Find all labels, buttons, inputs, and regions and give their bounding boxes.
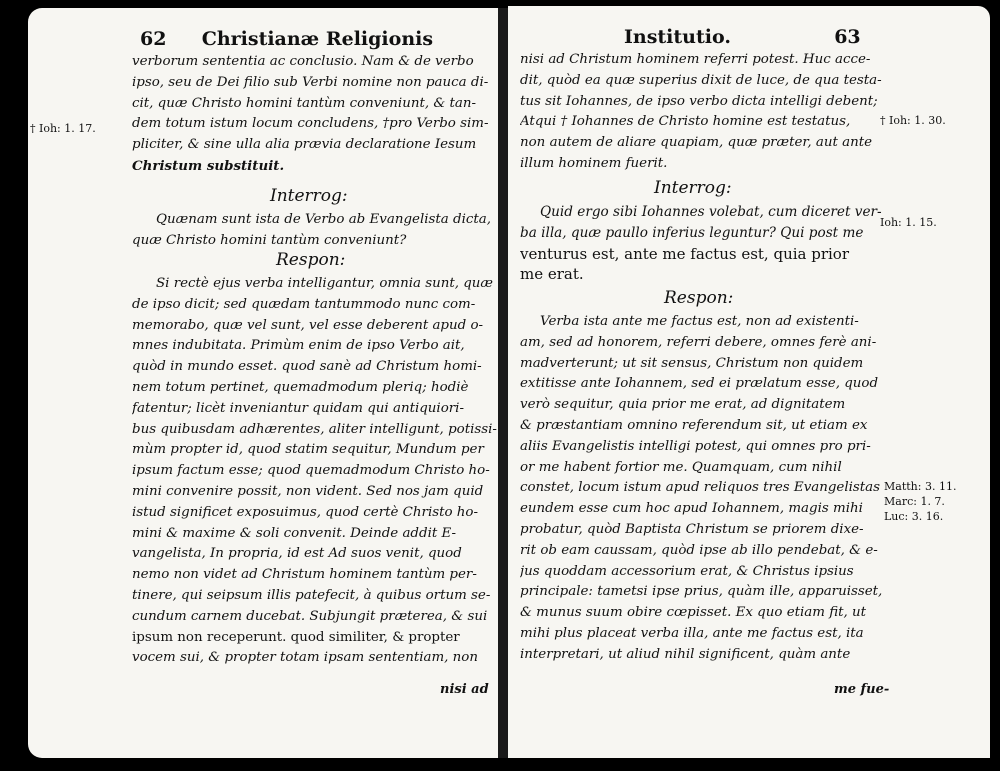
text-line: am, sed ad honorem, referri debere, omnes ferè ani- (520, 334, 877, 350)
text-line: illum hominem fuerit. (520, 155, 668, 171)
text-line: constet, locum istum apud reliquos tres Evangelistas (520, 480, 881, 496)
left-page-number: 62 (140, 28, 167, 50)
text-line: ipsum factum esse; quod quemadmodum Christo ho- (132, 463, 490, 479)
text-line: mini & maxime & soli convenit. Deinde addit E- (132, 525, 457, 541)
left-answer (132, 274, 497, 669)
text-line: Si rectè ejus verba intelligantur, omnia sunt, quæ (156, 276, 494, 291)
text-line: verò sequitur, quia prior me erat, ad dignitatem (520, 397, 846, 413)
text-line: nisi ad Christum hominem referri potest. Huc acce- (520, 52, 871, 67)
text-line: non autem de aliare quapiam, quæ præter, aut ante (520, 135, 873, 151)
text-line: Quænam sunt ista de Verbo ab Evangelista dicta, (156, 212, 491, 227)
right-page-number: 63 (834, 26, 861, 48)
right-question (520, 202, 882, 285)
text-line: ipso, seu de Dei filio sub Verbi nomine non pauca di- (132, 74, 489, 90)
text-line: pliciter, & sine ulla alia prævia declaratione Iesum (132, 137, 477, 153)
left-body-top (132, 52, 489, 177)
text-line: memorabo, quæ vel sunt, vel esse deberent apud o- (132, 317, 484, 333)
text-line: Verba ista ante me factus est, non ad existenti- (540, 314, 859, 329)
text-line: vangelista, In propria, id est Ad suos venit, quod (132, 546, 462, 562)
text-line: mihi plus placeat verba illa, ante me factus est, ita (520, 625, 864, 641)
right-page (508, 6, 990, 758)
right-heading-interrog: Interrog: (654, 178, 732, 198)
right-margin-note: Matth: 3. 11. (884, 480, 957, 493)
text-line: verborum sententia ac conclusio. Nam & de verbo (132, 54, 474, 69)
text-line: de ipso dicit; sed quædam tantummodo nunc com- (132, 296, 476, 312)
text-line: probatur, quòd Baptista Christum se priorem dixe- (520, 521, 864, 537)
text-line: quæ Christo homini tantùm conveniunt? (132, 232, 407, 248)
text-line: eundem esse cum hoc apud Iohannem, magis mihi (520, 501, 863, 517)
text-line: mini convenire possit, non vident. Sed nos jam quid (132, 483, 484, 499)
text-line: cit, quæ Christo homini tantùm conveniunt, & tan- (132, 95, 477, 111)
text-line: interpretari, ut aliud nihil significent, quàm ante (520, 646, 851, 662)
text-line: dit, quòd ea quæ superius dixit de luce, de qua testa- (520, 72, 882, 88)
text-line: fatentur; licèt inveniantur quidam qui antiquiori- (132, 400, 464, 416)
text-line: or me habent fortior me. Quamquam, cum nihil (520, 459, 842, 475)
text-line: mnes indubitata. Primùm enim de ipso Verbo ait, (132, 338, 465, 354)
right-margin-note: † Ioh: 1. 30. (880, 114, 946, 127)
text-line: bus quibusdam adhærentes, aliter intelligunt, potissi- (132, 421, 497, 437)
book-gutter (498, 8, 508, 758)
text-line: me erat. (520, 265, 584, 284)
left-heading-respon: Respon: (276, 250, 346, 270)
text-line: & munus suum obire cœpisset. Ex quo etiam fit, ut (520, 605, 867, 621)
left-running-head-title: Christianæ Religionis (201, 28, 434, 50)
text-line: tinere, qui seipsum illis patefecit, à quibus ortum se- (132, 587, 491, 603)
right-heading-respon: Respon: (664, 288, 734, 308)
text-line: cundum carnem ducebat. Subjungit præterea, & sui (132, 608, 488, 624)
text-line: Quid ergo sibi Iohannes volebat, cum diceret ver- (540, 204, 882, 220)
text-line: rit ob eam caussam, quòd ipse ab illo pendebat, & e- (520, 542, 878, 558)
left-catchword: nisi ad (440, 682, 489, 697)
text-line: & præstantiam omnino referendum sit, ut etiam ex (520, 417, 868, 433)
text-line: tus sit Iohannes, de ipso verbo dicta intelligi debent; (520, 93, 878, 109)
text-line: ba illa, quæ paullo inferius leguntur? Qui post me (520, 224, 864, 241)
text-line: nemo non videt ad Christum hominem tantùm per- (132, 567, 477, 583)
text-line: Christum substituit. (132, 157, 285, 174)
text-line: dem totum istum locum concludens, †pro Verbo sim- (132, 116, 489, 132)
text-line: jus quoddam accessorium erat, & Christus ipsius (520, 563, 854, 579)
text-line: Atqui † Iohannes de Christo homine est testatus, (520, 114, 851, 130)
text-line: extitisse ante Iohannem, sed ei prælatum esse, quod (520, 376, 879, 392)
left-question (132, 210, 491, 252)
left-margin-note: † Ioh: 1. 17. (30, 122, 96, 135)
text-line: mùm propter id, quod statim sequitur, Mundum per (132, 442, 484, 458)
right-margin-note: Ioh: 1. 15. (880, 216, 937, 229)
text-line: aliis Evangelistis intelligi potest, qui omnes pro pri- (520, 438, 871, 454)
right-margin-note: Marc: 1. 7. (884, 495, 945, 508)
text-line: madverterunt; ut sit sensus, Christum non quidem (520, 355, 864, 371)
left-running-head (140, 28, 433, 50)
right-body-top (520, 50, 882, 175)
right-running-head (624, 26, 861, 48)
text-line: ipsum non receperunt. quod similiter, & propter (132, 629, 460, 645)
text-line: nem totum pertinet, quemadmodum pleriq; hodiè (132, 379, 469, 395)
right-running-head-title: Institutio. (624, 26, 731, 48)
left-page (28, 8, 498, 758)
right-answer (520, 312, 882, 666)
text-line: principale: tametsi ipse prius, quàm ille, apparuisset, (520, 584, 883, 600)
text-line: vocem sui, & propter totam ipsam sententiam, non (132, 650, 478, 666)
right-catchword: me fue- (834, 682, 890, 697)
text-line: quòd in mundo esset. quod sanè ad Christum homi- (132, 359, 482, 375)
text-line: istud significet exposuimus, quod certè Christo ho- (132, 504, 479, 520)
right-margin-note: Luc: 3. 16. (884, 510, 944, 523)
left-heading-interrog: Interrog: (270, 186, 348, 206)
text-line: venturus est, ante me factus est, quia prior (520, 244, 850, 263)
